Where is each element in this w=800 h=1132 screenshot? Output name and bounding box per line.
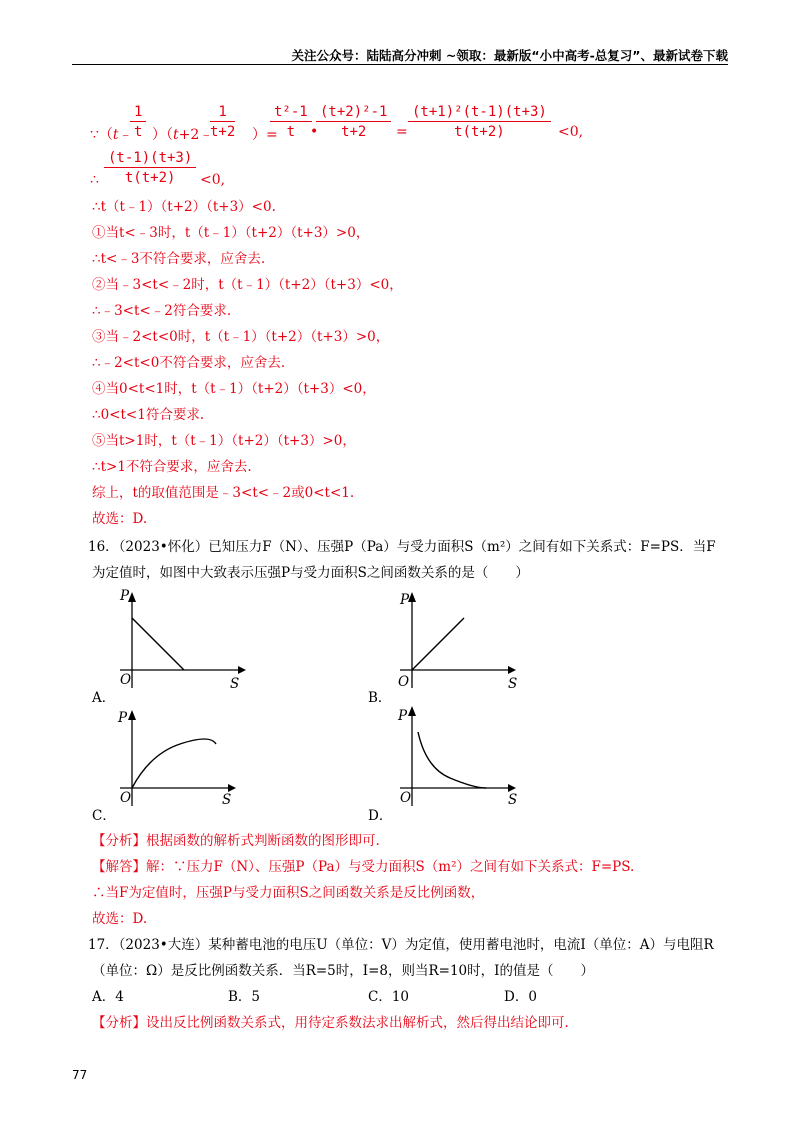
graph-c-curve	[132, 739, 216, 788]
option-a-label: A．	[92, 690, 116, 706]
solution-line-9: ∴0<t<1符合要求.	[92, 407, 205, 423]
q17-stem-line-2: （单位：Ω）是反比例函数关系．当R=5时，I=8，则当R=10时，I的值是（ ）	[92, 963, 594, 979]
graph-b-origin: O	[398, 674, 410, 690]
q17-option-d: D．0	[504, 989, 537, 1005]
equals-sign: ）=	[252, 127, 278, 143]
page-header: 关注公众号：陆陆高分冲刺 ~领取：最新版“小中高考-总复习”、最新试卷下载	[291, 48, 728, 63]
equals-sign-2: =	[396, 124, 408, 140]
graph-a-origin: O	[120, 672, 132, 688]
paren-text: ）（t+2﹣	[152, 127, 214, 143]
fraction-2	[210, 104, 235, 140]
option-d-label: D．	[368, 808, 393, 824]
q16-analysis: 【分析】根据函数的解析式判断函数的图形即可.	[92, 833, 380, 849]
solution-line-3: ∴t<﹣3不符合要求，应舍去.	[92, 251, 266, 267]
solution-line-4: ②当﹣3<t<﹣2时，t（t﹣1）（t+2）（t+3）<0，	[92, 277, 403, 293]
graph-a-line	[132, 618, 184, 670]
graph-c-s-label: S	[222, 792, 232, 808]
solution-line-6: ③当﹣2<t<0时，t（t﹣1）（t+2）（t+3）>0，	[92, 329, 390, 345]
dot-operator: •	[310, 124, 319, 140]
solution-line-10: ⑤当t>1时，t（t﹣1）（t+2）（t+3）>0，	[92, 433, 356, 449]
therefore-symbol: ∴	[90, 172, 99, 188]
q16-stem-line-2: 为定值时，如图中大致表示压强P与受力面积S之间函数关系的是（ ）	[92, 565, 529, 581]
graph-d-origin: O	[400, 790, 412, 806]
graph-d-p-label: P	[398, 708, 408, 724]
option-b-label: B．	[368, 690, 392, 706]
fraction-1	[130, 104, 146, 140]
q17-option-a: A．4	[92, 989, 124, 1005]
fraction-1-den: t	[134, 124, 143, 140]
fraction-5-den: t(t+2)	[454, 124, 505, 140]
fraction-6-num: (t-1)(t+3)	[104, 150, 196, 168]
fraction-3	[270, 104, 312, 140]
solution-line-7: ∴﹣2<t<0不符合要求，应舍去.	[92, 355, 286, 371]
graph-a-p-label: P	[120, 588, 130, 604]
page-number: 77	[72, 1068, 88, 1082]
q17-analysis: 【分析】设出反比例函数关系式，用待定系数法求出解析式，然后得出结论即可.	[92, 1015, 569, 1031]
fraction-5	[408, 104, 551, 140]
q17-option-b: B．5	[228, 989, 261, 1005]
graph-c-origin: O	[120, 790, 132, 806]
fraction-4-den: t+2	[341, 124, 367, 140]
header-rule	[72, 64, 728, 65]
option-c-label: C．	[92, 808, 116, 824]
less-than-zero: <0,	[558, 124, 584, 140]
graph-d-s-label: S	[508, 792, 518, 808]
graph-b	[390, 588, 540, 698]
fraction-1-num: 1	[130, 104, 146, 122]
fraction-3-den: t	[286, 124, 296, 140]
fraction-2-num: 1	[210, 104, 235, 122]
q17-stem-line-1: 17．（2023•大连）某种蓄电池的电压U（单位：V）为定值，使用蓄电池时，电流I（单位：A）与电阻R	[88, 937, 714, 953]
solution-line-2: ①当t<﹣3时，t（t﹣1）（t+2）（t+3）>0，	[92, 225, 370, 241]
graph-c-p-label: P	[118, 710, 128, 726]
fraction-5-num: (t+1)²(t-1)(t+3)	[408, 104, 551, 122]
q16-answer-2: ∴当F为定值时，压强P与受力面积S之间函数关系是反比例函数，	[92, 885, 485, 901]
solution-line-13: 故选：D.	[92, 511, 148, 527]
graph-c	[110, 706, 260, 816]
q16-stem-line-1: 16．（2023•怀化）已知压力F（N）、压强P（Pa）与受力面积S（m²）之间有如下关系式：F=PS．当F	[88, 539, 716, 555]
graph-a-s-label: S	[230, 676, 240, 692]
fraction-4	[316, 104, 391, 140]
solution-line-12: 综上，t的取值范围是﹣3<t<﹣2或0<t<1.	[92, 485, 355, 501]
solution-line-5: ∴﹣3<t<﹣2符合要求.	[92, 303, 232, 319]
graph-b-p-label: P	[400, 592, 410, 608]
q17-option-c: C．10	[368, 989, 410, 1005]
fraction-3-num: t²-1	[270, 104, 312, 122]
less-than-zero-2: <0,	[200, 172, 226, 188]
fraction-2-den: t+2	[210, 124, 236, 140]
q16-choose: 故选：D.	[92, 911, 148, 927]
graph-d	[390, 706, 540, 816]
graph-b-s-label: S	[508, 676, 518, 692]
solution-line-11: ∴t>1不符合要求，应舍去.	[92, 459, 252, 475]
fraction-6	[104, 150, 196, 186]
fraction-4-num: (t+2)²-1	[316, 104, 391, 122]
solution-line-8: ④当0<t<1时，t（t﹣1）（t+2）（t+3）<0，	[92, 381, 376, 397]
solution-line-1: ∴t（t﹣1）（t+2）（t+3）<0.	[92, 199, 276, 215]
because-symbol: ∵（t﹣	[90, 127, 133, 143]
q16-answer: 【解答】解：∵压力F（N）、压强P（Pa）与受力面积S（m²）之间有如下关系式：F=PS.	[92, 859, 635, 875]
fraction-6-den: t(t+2)	[124, 170, 176, 186]
graph-d-curve	[418, 732, 486, 788]
graph-b-line	[412, 618, 464, 670]
